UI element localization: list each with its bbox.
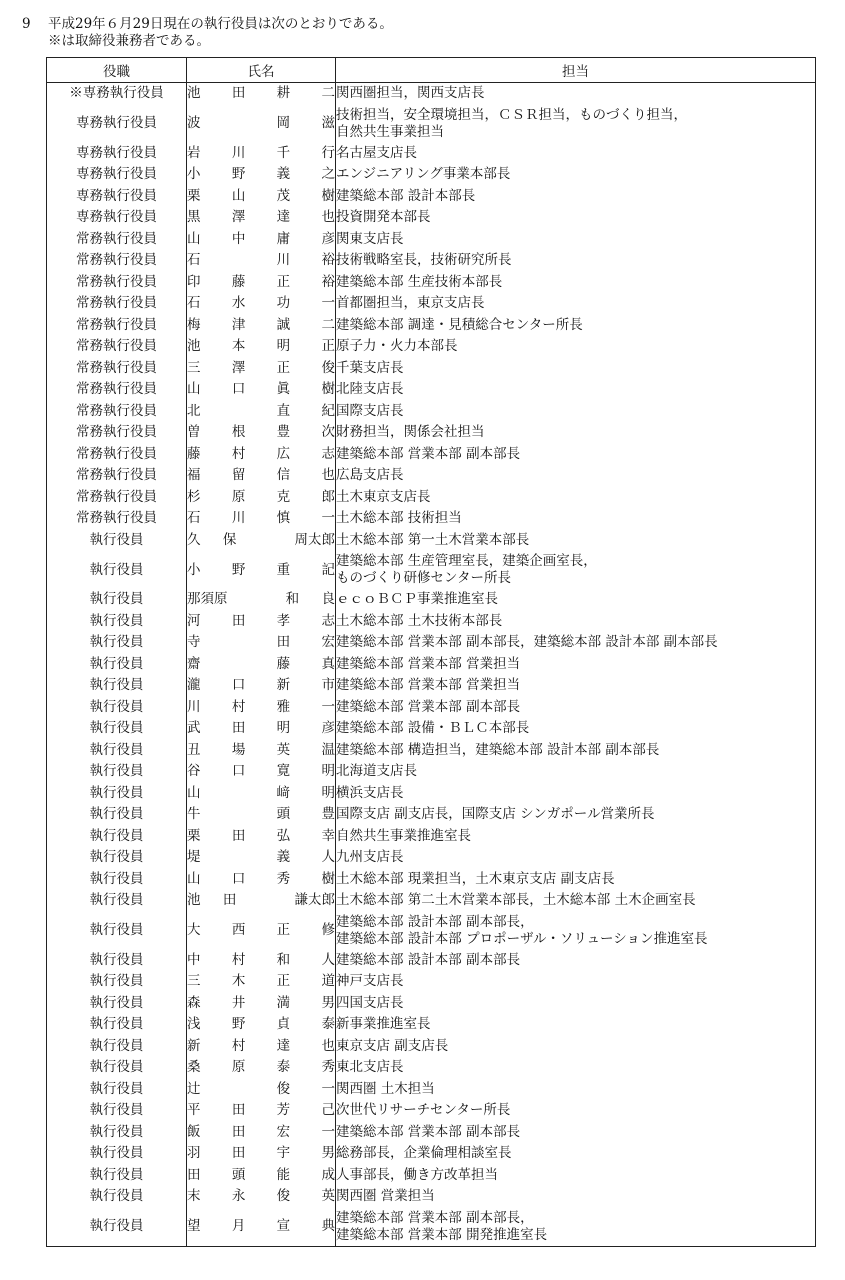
officer-role: 執行役員	[47, 632, 187, 654]
officer-name-cell	[187, 105, 336, 143]
officer-name-cell	[187, 1014, 336, 1036]
table-row	[47, 718, 816, 740]
officer-name-cell	[187, 1036, 336, 1058]
officer-role: 常務執行役員	[47, 487, 187, 509]
officer-name-cell	[187, 1079, 336, 1101]
officer-role: 常務執行役員	[47, 315, 187, 337]
officer-role: 常務執行役員	[47, 272, 187, 294]
officer-name-cell	[187, 358, 336, 380]
table-row	[47, 207, 816, 229]
officer-role: 常務執行役員	[47, 336, 187, 358]
officer-responsibility: 関西圏担当，関西支店長	[336, 83, 816, 105]
officer-name-cell	[187, 250, 336, 272]
table-row	[47, 697, 816, 719]
officer-name-cell	[187, 1143, 336, 1165]
officer-name: 山 中 庸 彦	[187, 230, 335, 247]
header-name: 氏名	[187, 58, 336, 83]
officer-role: 執行役員	[47, 1143, 187, 1165]
officer-responsibility: 建築総本部 設計本部長	[336, 186, 816, 208]
table-row	[47, 1100, 816, 1122]
officer-responsibility: エンジニアリング事業本部長	[336, 164, 816, 186]
officer-name-cell	[187, 783, 336, 805]
officer-role: 専務執行役員	[47, 207, 187, 229]
officer-responsibility: 財務担当，関係会社担当	[336, 422, 816, 444]
officer-role: 専務執行役員	[47, 143, 187, 165]
officer-responsibility: 建築総本部 生産技術本部長	[336, 272, 816, 294]
officer-name: 栗 山 茂 樹	[187, 187, 335, 204]
officer-name: 那須原 和 良	[187, 591, 335, 608]
officer-role: 執行役員	[47, 847, 187, 869]
officer-name-cell	[187, 1165, 336, 1187]
table-row	[47, 487, 816, 509]
table-row	[47, 508, 816, 530]
officer-name-cell	[187, 632, 336, 654]
officer-name-cell	[187, 1208, 336, 1247]
officer-name-cell	[187, 422, 336, 444]
officer-responsibility: 建築総本部 営業本部 営業担当	[336, 654, 816, 676]
table-row	[47, 401, 816, 423]
officer-responsibility: 横浜支店長	[336, 783, 816, 805]
officer-role: 執行役員	[47, 761, 187, 783]
officer-name: 飯 田 宏 一	[187, 1123, 335, 1140]
officer-responsibility: 建築総本部 営業本部 副本部長	[336, 1122, 816, 1144]
header-role: 役職	[47, 58, 187, 83]
officer-name-cell	[187, 1100, 336, 1122]
officer-name-cell	[187, 315, 336, 337]
officer-responsibility: 原子力・火力本部長	[336, 336, 816, 358]
officer-name-cell	[187, 890, 336, 912]
officer-name-cell	[187, 272, 336, 294]
table-row	[47, 1208, 816, 1247]
officer-role: 執行役員	[47, 1100, 187, 1122]
officer-responsibility: 土木総本部 現業担当，土木東京支店 副支店長	[336, 869, 816, 891]
officer-responsibility: 九州支店長	[336, 847, 816, 869]
officer-role: ※専務執行役員	[47, 83, 187, 105]
officer-role: 執行役員	[47, 654, 187, 676]
officer-name-cell	[187, 530, 336, 552]
officer-responsibility: 千葉支店長	[336, 358, 816, 380]
officer-responsibility: 建築総本部 設計本部 副本部長	[336, 950, 816, 972]
table-row	[47, 293, 816, 315]
officer-responsibility: 建築総本部 営業本部 副本部長，建築総本部 設計本部 副本部長	[336, 632, 816, 654]
officer-name: 印 藤 正 裕	[187, 273, 335, 290]
table-row	[47, 465, 816, 487]
officer-name: 三 木 正 道	[187, 973, 335, 990]
table-row	[47, 847, 816, 869]
officer-responsibility: 投資開発本部長	[336, 207, 816, 229]
table-row	[47, 589, 816, 611]
officer-role: 執行役員	[47, 783, 187, 805]
officer-role: 専務執行役員	[47, 164, 187, 186]
officer-responsibility: 東北支店長	[336, 1057, 816, 1079]
officer-name-cell	[187, 336, 336, 358]
officer-responsibility: ｅｃｏＢＣＰ事業推進室長	[336, 589, 816, 611]
table-row	[47, 530, 816, 552]
table-row	[47, 164, 816, 186]
officer-responsibility: 新事業推進室長	[336, 1014, 816, 1036]
officer-name-cell	[187, 804, 336, 826]
officer-responsibility: 建築総本部 営業本部 営業担当	[336, 675, 816, 697]
table-row	[47, 761, 816, 783]
officer-responsibility: 建築総本部 営業本部 副本部長	[336, 444, 816, 466]
table-row	[47, 1122, 816, 1144]
table-row	[47, 740, 816, 762]
officer-responsibility: 土木総本部 第二土木営業本部長，土木総本部 土木企画室長	[336, 890, 816, 912]
table-row	[47, 315, 816, 337]
officer-name: 池 田 耕 二	[187, 85, 335, 102]
table-row	[47, 993, 816, 1015]
officer-name-cell	[187, 740, 336, 762]
table-row	[47, 186, 816, 208]
officer-name-cell	[187, 551, 336, 589]
officer-name-cell	[187, 589, 336, 611]
officer-responsibility: 広島支店長	[336, 465, 816, 487]
officer-name: 河 田 孝 志	[187, 612, 335, 629]
officer-name-cell	[187, 761, 336, 783]
table-row	[47, 1165, 816, 1187]
officer-name: 石 川 慎 一	[187, 510, 335, 527]
officer-name: 瀧 口 新 市	[187, 677, 335, 694]
officer-name: 末 永 俊 英	[187, 1188, 335, 1205]
table-row	[47, 1186, 816, 1208]
table-row	[47, 336, 816, 358]
section-heading	[22, 16, 393, 50]
officer-name: 牛 頭 豊	[187, 806, 335, 823]
officer-name: 藤 村 広 志	[187, 445, 335, 462]
officer-role: 執行役員	[47, 950, 187, 972]
officer-name-cell	[187, 847, 336, 869]
officer-responsibility: 関西圏 営業担当	[336, 1186, 816, 1208]
officer-role: 専務執行役員	[47, 105, 187, 143]
officer-responsibility: 名古屋支店長	[336, 143, 816, 165]
table-body	[47, 83, 816, 1247]
officer-role: 常務執行役員	[47, 508, 187, 530]
officer-responsibility: 次世代リサーチセンター所長	[336, 1100, 816, 1122]
officer-role: 常務執行役員	[47, 422, 187, 444]
officer-responsibility: 北海道支店長	[336, 761, 816, 783]
table-row	[47, 869, 816, 891]
officer-name: 福 留 信 也	[187, 467, 335, 484]
officer-name: 杉 原 克 郎	[187, 488, 335, 505]
officer-name: 石 川 裕	[187, 252, 335, 269]
officer-responsibility: 神戸支店長	[336, 971, 816, 993]
table-row	[47, 422, 816, 444]
officer-name: 浅 野 貞 泰	[187, 1016, 335, 1033]
section-number: 9	[22, 16, 31, 32]
officer-role: 執行役員	[47, 718, 187, 740]
officer-responsibility: 北陸支店長	[336, 379, 816, 401]
officer-name: 大 西 正 修	[187, 922, 335, 938]
officer-name-cell	[187, 869, 336, 891]
officer-name: 波 岡 滋	[187, 115, 335, 131]
officer-name: 黒 澤 達 也	[187, 209, 335, 226]
officer-responsibility: 建築総本部 生産管理室長，建築企画室長， ものづくり研修センター所長	[336, 551, 816, 589]
officer-name-cell	[187, 675, 336, 697]
header-responsibility: 担当	[336, 58, 816, 83]
officer-name: 池 田 謙太郎	[187, 892, 335, 909]
officer-name-cell	[187, 912, 336, 950]
officer-name-cell	[187, 826, 336, 848]
officer-name: 谷 口 寛 明	[187, 763, 335, 780]
heading-line	[22, 16, 393, 33]
table-row	[47, 632, 816, 654]
officer-responsibility: 建築総本部 設計本部 副本部長， 建築総本部 設計本部 プロポーザル・ソリューション推進室長	[336, 912, 816, 950]
officer-name-cell	[187, 444, 336, 466]
executive-officers-table	[46, 57, 816, 1247]
table-row	[47, 654, 816, 676]
table-row	[47, 971, 816, 993]
officer-responsibility: 東京支店 副支店長	[336, 1036, 816, 1058]
table-row	[47, 675, 816, 697]
heading-note: ※は取締役兼務者である。	[48, 33, 210, 49]
officer-responsibility: 四国支店長	[336, 993, 816, 1015]
officer-name-cell	[187, 971, 336, 993]
officer-name: 桑 原 泰 秀	[187, 1059, 335, 1076]
table-row	[47, 551, 816, 589]
officer-name: 曽 根 豊 次	[187, 424, 335, 441]
officer-responsibility: 建築総本部 営業本部 副本部長	[336, 697, 816, 719]
officer-responsibility: 技術戦略室長，技術研究所長	[336, 250, 816, 272]
officer-role: 執行役員	[47, 551, 187, 589]
officer-role: 執行役員	[47, 1122, 187, 1144]
officer-name: 齋 藤 真	[187, 655, 335, 672]
officer-name: 中 村 和 人	[187, 951, 335, 968]
officer-responsibility: 関東支店長	[336, 229, 816, 251]
officer-responsibility: 建築総本部 調達・見積総合センター所長	[336, 315, 816, 337]
officer-responsibility: 自然共生事業推進室長	[336, 826, 816, 848]
table-row	[47, 783, 816, 805]
table-row	[47, 1014, 816, 1036]
table-row	[47, 143, 816, 165]
officer-role: 執行役員	[47, 697, 187, 719]
officer-role: 執行役員	[47, 890, 187, 912]
officer-role: 常務執行役員	[47, 379, 187, 401]
table-header-row	[47, 58, 816, 83]
officer-role: 常務執行役員	[47, 358, 187, 380]
table-row	[47, 611, 816, 633]
officer-responsibility: 関西圏 土木担当	[336, 1079, 816, 1101]
officer-responsibility: 総務部長，企業倫理相談室長	[336, 1143, 816, 1165]
table-row	[47, 890, 816, 912]
officer-name: 寺 田 宏	[187, 634, 335, 651]
officer-role: 執行役員	[47, 1079, 187, 1101]
officer-name-cell	[187, 993, 336, 1015]
officer-role: 執行役員	[47, 675, 187, 697]
officer-role: 常務執行役員	[47, 250, 187, 272]
officer-role: 執行役員	[47, 912, 187, 950]
officer-role: 専務執行役員	[47, 186, 187, 208]
heading-text: 平成29年６月29日現在の執行役員は次のとおりである。	[48, 16, 393, 32]
officer-name: 山 口 秀 樹	[187, 870, 335, 887]
officer-role: 執行役員	[47, 1186, 187, 1208]
officer-name: 川 村 雅 一	[187, 698, 335, 715]
officer-role: 常務執行役員	[47, 444, 187, 466]
officer-role: 執行役員	[47, 740, 187, 762]
officer-name-cell	[187, 186, 336, 208]
officer-name: 北 直 紀	[187, 402, 335, 419]
table-row	[47, 804, 816, 826]
table-row	[47, 1143, 816, 1165]
table-row	[47, 444, 816, 466]
officer-name-cell	[187, 143, 336, 165]
officer-role: 執行役員	[47, 826, 187, 848]
officer-name: 山 口 眞 樹	[187, 381, 335, 398]
officer-name-cell	[187, 164, 336, 186]
officer-role: 執行役員	[47, 530, 187, 552]
officer-name-cell	[187, 611, 336, 633]
officer-role: 執行役員	[47, 804, 187, 826]
table-header	[47, 58, 816, 83]
table-row	[47, 229, 816, 251]
officer-name: 山 﨑 明	[187, 784, 335, 801]
table-row	[47, 912, 816, 950]
officer-name-cell	[187, 293, 336, 315]
table-row	[47, 250, 816, 272]
officer-name: 望 月 宣 典	[187, 1218, 335, 1234]
officer-responsibility: 土木東京支店長	[336, 487, 816, 509]
table-row	[47, 379, 816, 401]
officer-responsibility: 人事部長，働き方改革担当	[336, 1165, 816, 1187]
officer-role: 執行役員	[47, 869, 187, 891]
officer-name: 武 田 明 彦	[187, 720, 335, 737]
officer-name-cell	[187, 465, 336, 487]
table-row	[47, 826, 816, 848]
officer-name: 森 井 満 男	[187, 994, 335, 1011]
officer-responsibility: 土木総本部 土木技術本部長	[336, 611, 816, 633]
officer-name-cell	[187, 83, 336, 105]
officer-role: 常務執行役員	[47, 229, 187, 251]
officer-name: 梅 津 誠 二	[187, 316, 335, 333]
officer-name-cell	[187, 379, 336, 401]
table-row	[47, 105, 816, 143]
officer-role: 常務執行役員	[47, 293, 187, 315]
table-row	[47, 1079, 816, 1101]
officer-role: 執行役員	[47, 1208, 187, 1247]
table-row	[47, 272, 816, 294]
officer-name: 田 頭 能 成	[187, 1166, 335, 1183]
officer-name-cell	[187, 401, 336, 423]
officer-name: 小 野 重 記	[187, 561, 335, 578]
officer-name: 新 村 達 也	[187, 1037, 335, 1054]
officer-name: 池 本 明 正	[187, 338, 335, 355]
officer-role: 執行役員	[47, 1165, 187, 1187]
officer-responsibility: 国際支店 副支店長，国際支店 シンガポール営業所長	[336, 804, 816, 826]
officer-role: 執行役員	[47, 1036, 187, 1058]
officer-name-cell	[187, 654, 336, 676]
officer-responsibility: 首都圏担当，東京支店長	[336, 293, 816, 315]
officer-name: 石 水 功 一	[187, 295, 335, 312]
officer-name-cell	[187, 229, 336, 251]
officer-name: 堤 義 人	[187, 849, 335, 866]
officer-name: 平 田 芳 己	[187, 1102, 335, 1119]
officer-name-cell	[187, 487, 336, 509]
officer-name: 栗 田 弘 幸	[187, 827, 335, 844]
table-row	[47, 358, 816, 380]
officer-name: 三 澤 正 俊	[187, 359, 335, 376]
officer-name-cell	[187, 718, 336, 740]
table-row	[47, 83, 816, 105]
officer-responsibility: 土木総本部 第一土木営業本部長	[336, 530, 816, 552]
officer-name: 丑 場 英 温	[187, 741, 335, 758]
officer-role: 執行役員	[47, 611, 187, 633]
officer-name-cell	[187, 697, 336, 719]
officer-name: 辻 俊 一	[187, 1080, 335, 1097]
table-row	[47, 1036, 816, 1058]
table-row	[47, 950, 816, 972]
officer-name: 羽 田 宇 男	[187, 1145, 335, 1162]
officer-name-cell	[187, 207, 336, 229]
officer-role: 執行役員	[47, 993, 187, 1015]
table-row	[47, 1057, 816, 1079]
officer-role: 執行役員	[47, 1057, 187, 1079]
officer-responsibility: 建築総本部 構造担当，建築総本部 設計本部 副本部長	[336, 740, 816, 762]
officer-name: 岩 川 千 行	[187, 144, 335, 161]
officer-name: 久 保 周太郎	[187, 531, 335, 548]
officer-role: 執行役員	[47, 1014, 187, 1036]
officer-role: 常務執行役員	[47, 401, 187, 423]
officer-responsibility: 建築総本部 設備・ＢＬＣ本部長	[336, 718, 816, 740]
officer-role: 執行役員	[47, 971, 187, 993]
officer-name-cell	[187, 1122, 336, 1144]
officer-name-cell	[187, 508, 336, 530]
officer-responsibility: 建築総本部 営業本部 副本部長， 建築総本部 営業本部 開発推進室長	[336, 1208, 816, 1247]
officer-responsibility: 土木総本部 技術担当	[336, 508, 816, 530]
officer-name-cell	[187, 1057, 336, 1079]
officer-role: 執行役員	[47, 589, 187, 611]
officer-name: 小 野 義 之	[187, 166, 335, 183]
officer-name-cell	[187, 1186, 336, 1208]
officer-name-cell	[187, 950, 336, 972]
officer-responsibility: 国際支店長	[336, 401, 816, 423]
officer-responsibility: 技術担当，安全環境担当，ＣＳＲ担当，ものづくり担当， 自然共生事業担当	[336, 105, 816, 143]
officer-role: 常務執行役員	[47, 465, 187, 487]
